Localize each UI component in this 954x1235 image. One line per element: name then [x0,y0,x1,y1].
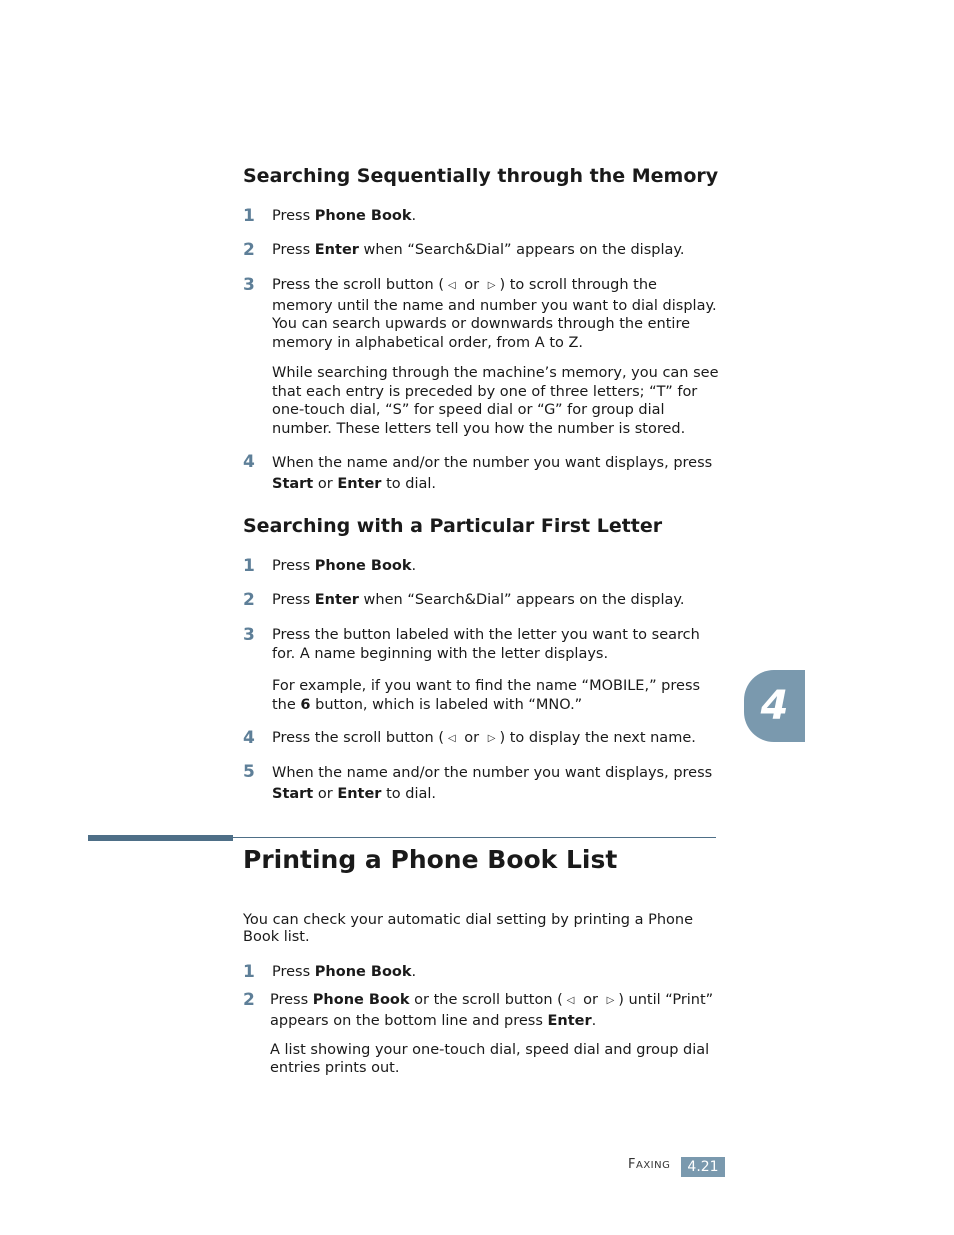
step-number: 3 [243,625,255,645]
note-paragraph: A list showing your one-touch dial, speed dial and group dial entries prints out. [270,1042,710,1076]
step-number: 2 [243,240,255,260]
step-text: Press the scroll button ( ◁ or ▷ ) to display the next name. [272,730,696,746]
step-number: 5 [243,762,255,782]
step-number: 1 [243,206,255,226]
step-text: Press Phone Book. [272,558,417,574]
step-number: 4 [243,728,255,748]
section-divider-bar [88,835,233,841]
section-heading-first-letter: Searching with a Particular First Letter [243,515,663,537]
chapter-tab: 4 [744,670,805,742]
intro-paragraph: You can check your automatic dial setting by printing a Phone Book list. [243,912,694,945]
scroll-right-icon: ▷ [487,733,496,744]
step-text: Press Phone Book. [272,208,417,224]
step-text: Press Phone Book or the scroll button ( ◁ or ▷ ) until “Print” appears on the bottom line and press Enter. [270,992,714,1029]
note-paragraph: For example, if you want to find the name “MOBILE,” press the 6 button, which is labeled with “MNO.” [272,678,701,713]
step-text: Press Phone Book. [272,964,417,980]
step-text: Press Enter when “Search&Dial” appears on the display. [272,242,685,258]
step-number: 1 [243,962,255,982]
step-text: Press Enter when “Search&Dial” appears on the display. [272,592,685,608]
step-text: Press the button labeled with the letter you want to search for. A name beginning with the letter displays. [272,627,700,662]
note-paragraph: While searching through the machine’s memory, you can see that each entry is preceded by one of three letters; “T” for one-touch dial, “S” for speed dial or “G” for group dial number. These letters tell you how the number is stored. [272,365,719,437]
step-text: When the name and/or the number you want displays, press Start or Enter to dial. [272,455,713,492]
scroll-left-icon: ◁ [447,733,456,744]
footer-chapter-label: FAXING [628,1157,671,1172]
scroll-left-icon: ◁ [447,280,456,291]
page-number-badge: 4.21 [681,1157,725,1177]
scroll-left-icon: ◁ [566,995,575,1006]
step-number: 4 [243,452,255,472]
section-title-printing: Printing a Phone Book List [243,845,618,874]
section-divider-rule [233,837,716,838]
scroll-right-icon: ▷ [606,995,615,1006]
step-text: When the name and/or the number you want displays, press Start or Enter to dial. [272,765,713,802]
step-number: 2 [243,990,255,1010]
step-number: 3 [243,275,255,295]
step-number: 2 [243,590,255,610]
section-heading-sequential: Searching Sequentially through the Memory [243,165,719,187]
scroll-right-icon: ▷ [487,280,496,291]
step-number: 1 [243,556,255,576]
step-text: Press the scroll button ( ◁ or ▷ ) to scroll through the memory until the name and number you want to dial display. You can search upwards or downwards through the entire memory in alphabetical order, from A to Z. [272,277,717,351]
